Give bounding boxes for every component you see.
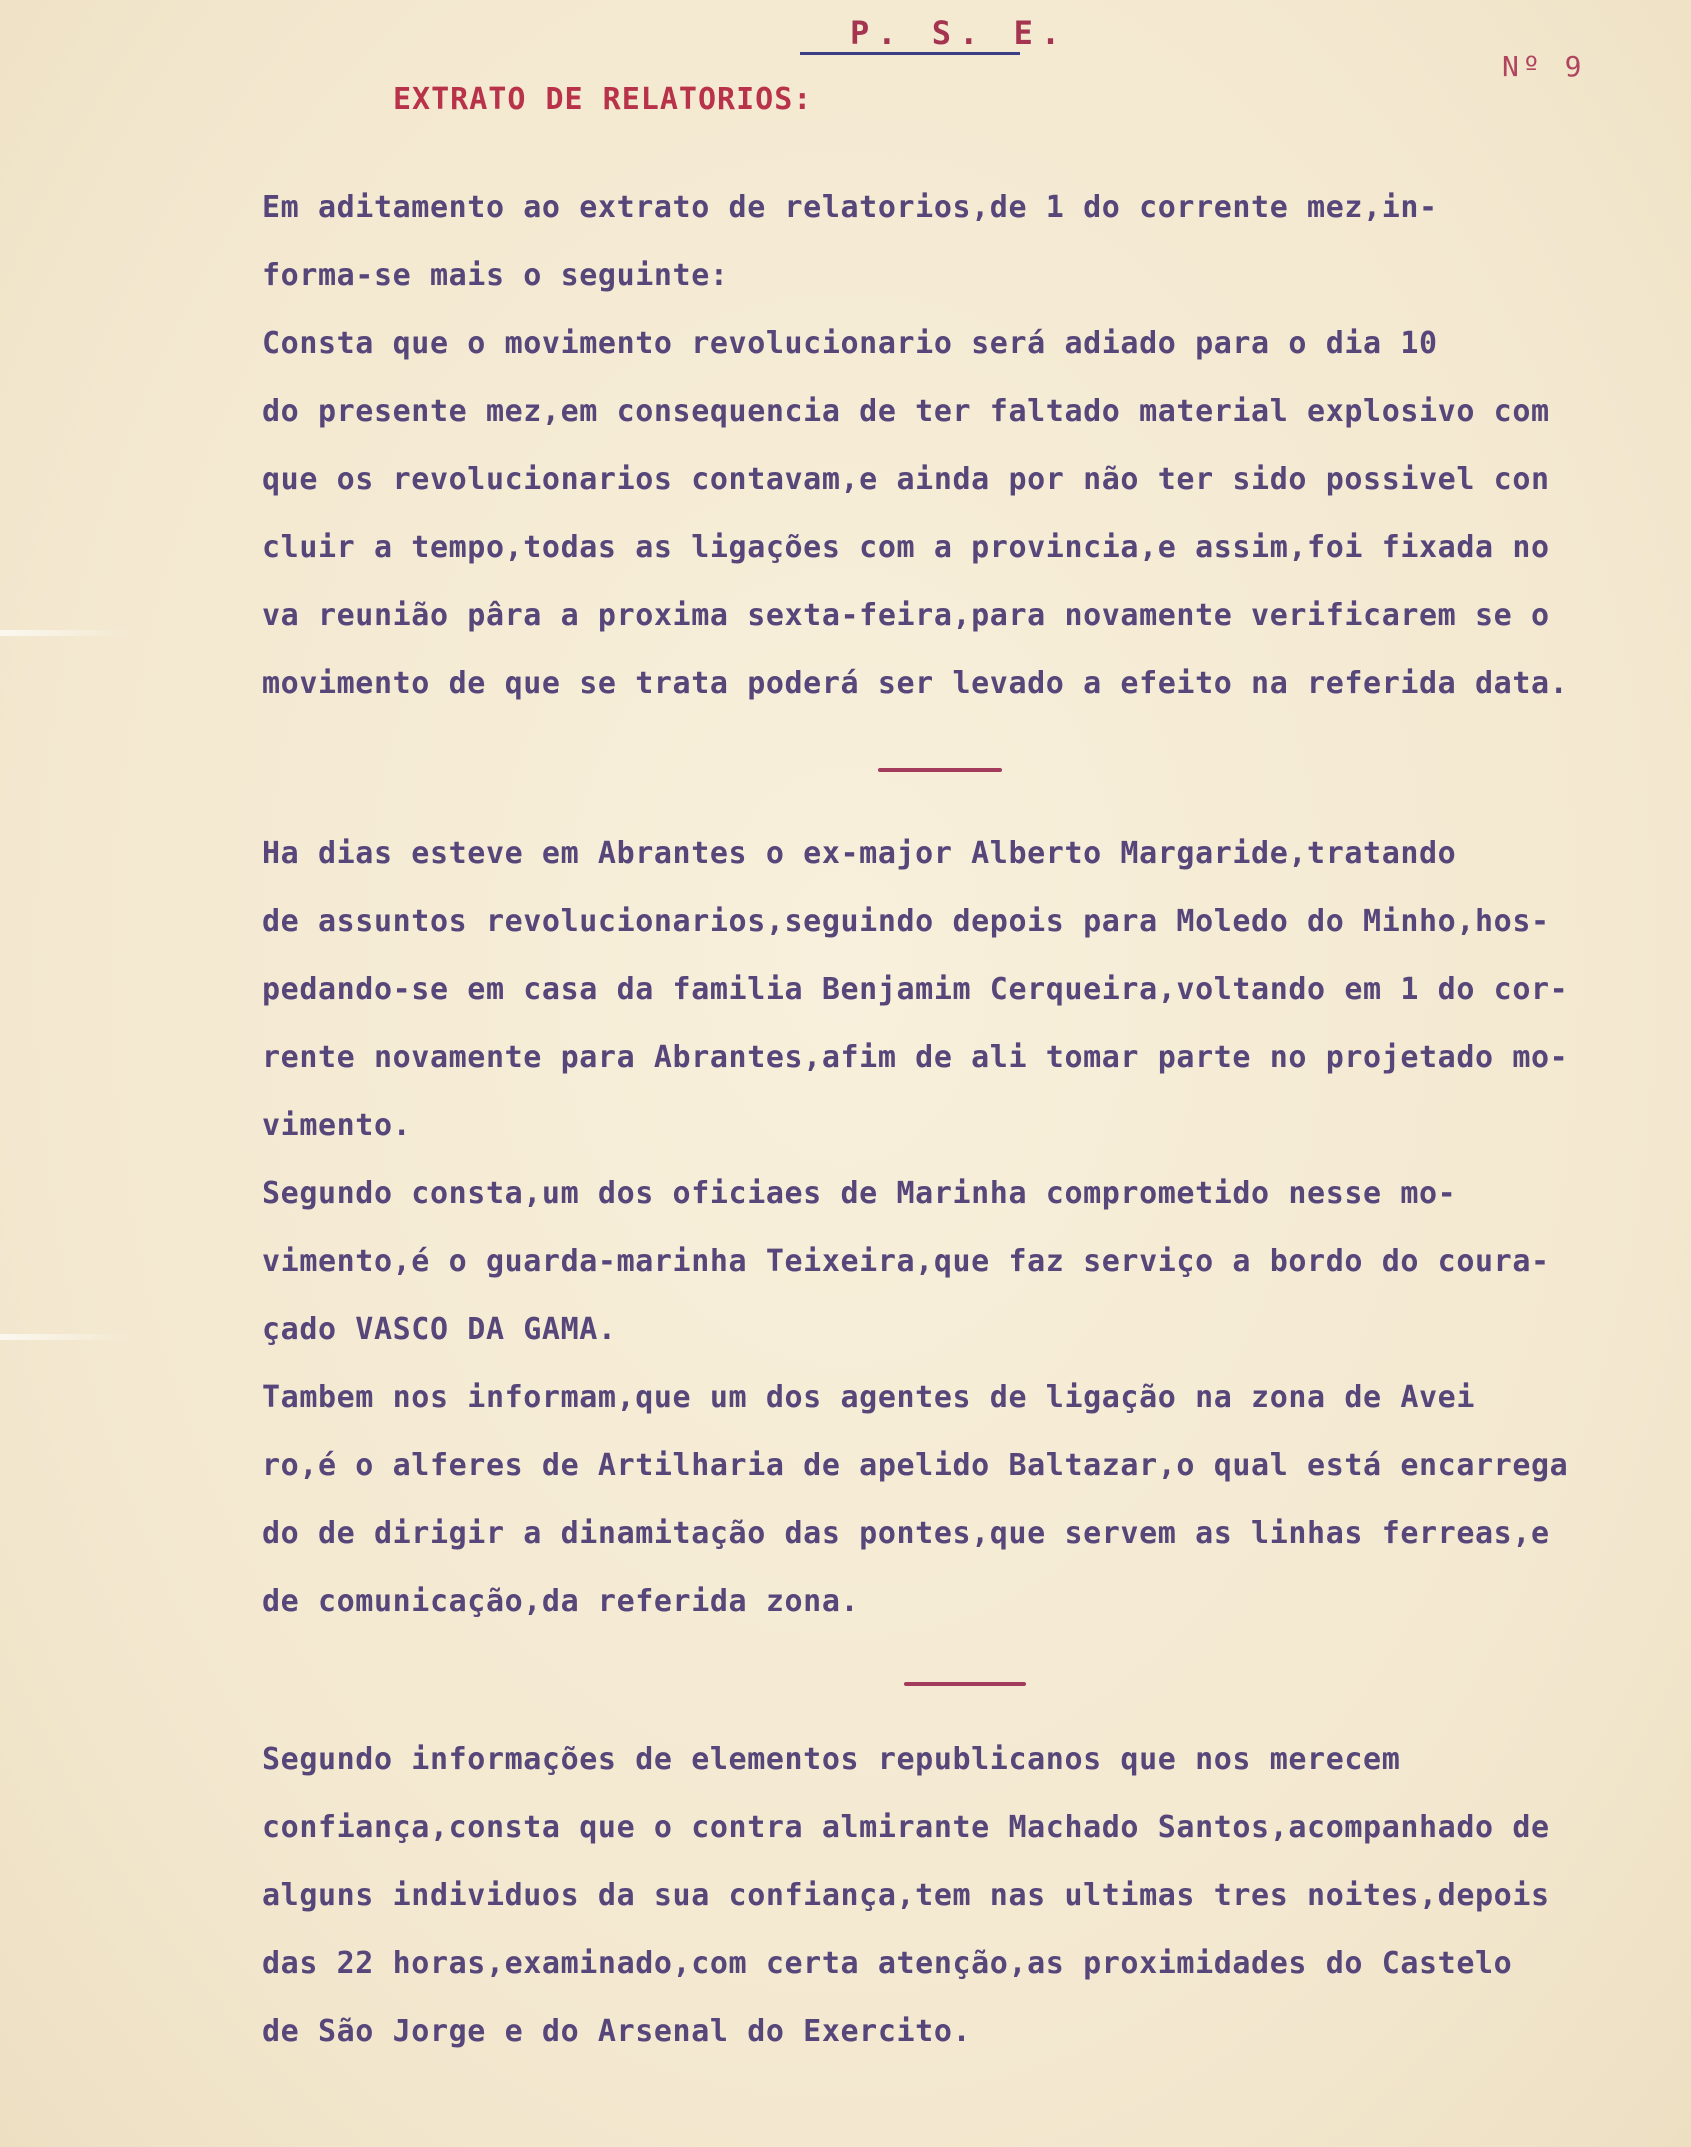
paragraph-machado-santos: Segundo informações de elementos republicanos que nos merecem confiança,consta que o contra almirante Machado Santos,acompanhado de alguns individuos da sua confiança,tem nas ultimas tres noites,depois das 22 horas,examinado,com certa atenção,as proximidades do Castelo de São Jorge e do Arsenal do Exercito. <box>262 1742 1550 2049</box>
header-underline <box>800 52 1020 55</box>
section-divider <box>878 768 1002 772</box>
section-divider <box>904 1682 1026 1686</box>
paragraph-movement-postponed: Consta que o movimento revolucionario será adiado para o dia 10 do presente mez,em consequencia de ter faltado material explosivo com que os revolucionarios contavam,e ainda por não ter sido possivel con cluir a tempo,todas as ligações com a provincia,e assim,foi fixada no va reunião pâra a proxima sexta-feira,para novamente verificarem se o movimento de que se trata poderá ser levado a efeito na referida data. <box>262 326 1569 701</box>
paper-crease <box>0 630 130 636</box>
paragraph-margaride: Ha dias esteve em Abrantes o ex-major Alberto Margaride,tratando de assuntos revolucionarios,seguindo depois para Moledo do Minho,hos- pedando-se em casa da familia Benjamim Cerqueira,voltando em 1 do cor- rente novamente para Abrantes,afim de ali tomar parte no projetado mo- vimento. <box>262 836 1569 1143</box>
document-title: EXTRATO DE RELATORIOS: <box>393 82 813 117</box>
paragraph-navy-officer: Segundo consta,um dos oficiaes de Marinha comprometido nesse mo- vimento,é o guarda-marinha Teixeira,que faz serviço a bordo do coura- çado VASCO DA GAMA. <box>262 1176 1550 1347</box>
document-number: Nº 9 <box>1502 50 1586 83</box>
paper-crease <box>0 1334 130 1340</box>
paragraph-aveiro-agent: Tambem nos informam,que um dos agentes de ligação na zona de Avei ro,é o alferes de Artilharia de apelido Baltazar,o qual está encarrega do de dirigir a dinamitação das pontes,que servem as linhas ferreas,e de comunicação,da referida zona. <box>262 1380 1569 1619</box>
header-code: P. S. E. <box>850 14 1069 52</box>
paragraph-intro: Em aditamento ao extrato de relatorios,de 1 do corrente mez,in- forma-se mais o seguinte: <box>262 190 1438 293</box>
